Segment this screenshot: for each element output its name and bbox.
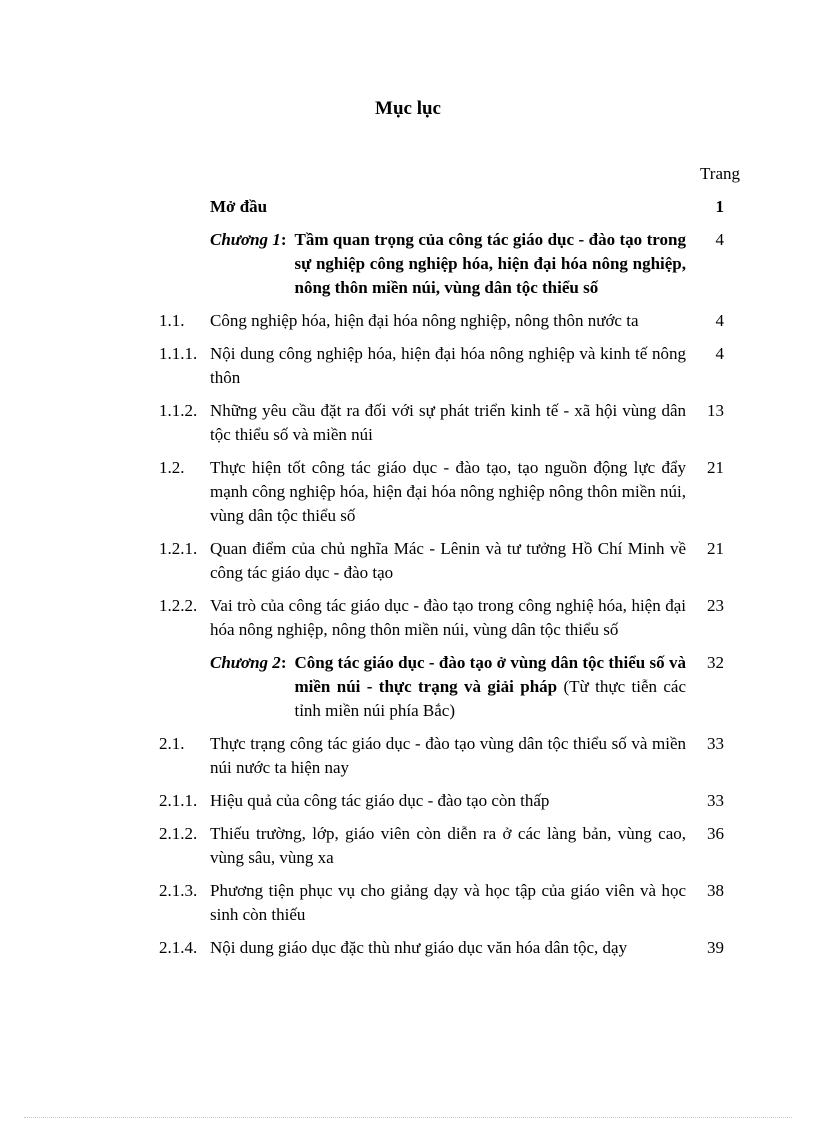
toc-entry-text: Thực hiện tốt công tác giáo dục - đào tạo, tạo nguồn động lực đẩy mạnh công nghiệp hóa, hiện đại hóa nông nghiệp nông thôn miền núi, vùng dân tộc thiểu số xyxy=(210,458,686,525)
toc-entry-page: 38 xyxy=(707,881,724,900)
toc-entry[interactable] xyxy=(0,594,816,642)
toc-entry[interactable] xyxy=(0,936,816,960)
toc-entry-number: 2.1.4. xyxy=(159,938,198,957)
toc-entry-text: Phương tiện phục vụ cho giảng dạy và học tập của giáo viên và học sinh còn thiếu xyxy=(210,881,686,924)
toc-entry-text: Thiếu trường, lớp, giáo viên còn diễn ra ở các làng bản, vùng cao, vùng sâu, vùng xa xyxy=(210,824,686,867)
toc-entry-number: 1.2. xyxy=(159,458,185,477)
toc-entry-page: 1 xyxy=(715,197,724,216)
toc-entry-chapter-1[interactable] xyxy=(0,228,816,300)
toc-entry-page: 23 xyxy=(707,596,724,615)
toc-entry-intro[interactable] xyxy=(0,195,816,219)
toc-entry-page: 4 xyxy=(715,344,724,363)
toc-entry-text: Những yêu cầu đặt ra đối với sự phát triển kinh tế - xã hội vùng dân tộc thiểu số và miền núi xyxy=(210,401,686,444)
toc-entry-number: 2.1.3. xyxy=(159,881,198,900)
toc-entry-text: Tầm quan trọng của công tác giáo dục - đào tạo trong sự nghiệp công nghiệp hóa, hiện đại hóa nông nghiệp, nông thôn miền núi, vùng dân tộc thiểu số xyxy=(294,230,686,297)
toc-entry[interactable] xyxy=(0,537,816,585)
chapter-colon: : xyxy=(280,230,287,249)
toc-entry-page: 33 xyxy=(707,734,724,753)
toc-entry-page: 4 xyxy=(715,311,724,330)
toc-entry-page: 13 xyxy=(707,401,724,420)
toc-entry[interactable] xyxy=(0,309,816,333)
toc-entry-number: 1.2.1. xyxy=(159,539,198,558)
chapter-colon: : xyxy=(280,653,287,672)
toc-entry-text: Quan điểm của chủ nghĩa Mác - Lênin và tư tưởng Hồ Chí Minh về công tác giáo dục - đào tạo xyxy=(210,539,686,582)
footer-divider xyxy=(24,1117,792,1118)
toc-entry-number: 2.1.2. xyxy=(159,824,198,843)
toc-entry-page: 4 xyxy=(715,230,724,249)
toc-entry-text: Mở đầu xyxy=(210,197,268,216)
chapter-label: Chương 2 xyxy=(210,653,281,672)
toc-entry[interactable] xyxy=(0,732,816,780)
toc-entry[interactable] xyxy=(0,879,816,927)
table-of-contents xyxy=(0,195,816,969)
toc-entry-number: 1.1.2. xyxy=(159,401,198,420)
toc-entry[interactable] xyxy=(0,456,816,528)
toc-entry-chapter-2[interactable] xyxy=(0,651,816,723)
toc-entry-text: Công tác giáo dục - đào tạo ở vùng dân tộc thiểu số và miền núi - thực trạng và giải pháp xyxy=(294,653,686,696)
toc-entry-number: 2.1.1. xyxy=(159,791,198,810)
toc-entry-page: 21 xyxy=(707,539,724,558)
toc-entry-text: Hiệu quả của công tác giáo dục - đào tạo còn thấp xyxy=(210,791,550,810)
toc-entry-text: Thực trạng công tác giáo dục - đào tạo vùng dân tộc thiểu số và miền núi nước ta hiện nay xyxy=(210,734,686,777)
page-title: Mục lục xyxy=(375,98,441,119)
toc-entry-page: 36 xyxy=(707,824,724,843)
page-column-label: Trang xyxy=(700,164,740,183)
toc-entry-page: 32 xyxy=(707,653,724,672)
toc-entry-page: 21 xyxy=(707,458,724,477)
toc-entry-text: Công nghiệp hóa, hiện đại hóa nông nghiệp, nông thôn nước ta xyxy=(210,311,639,330)
toc-entry-number: 2.1. xyxy=(159,734,185,753)
chapter-label: Chương 1 xyxy=(210,230,281,249)
toc-entry-number: 1.2.2. xyxy=(159,596,198,615)
toc-entry-number: 1.1.1. xyxy=(159,344,198,363)
toc-entry[interactable] xyxy=(0,399,816,447)
toc-entry-number: 1.1. xyxy=(159,311,185,330)
toc-entry[interactable] xyxy=(0,342,816,390)
toc-entry-page: 39 xyxy=(707,938,724,957)
toc-entry-text: Nội dung công nghiệp hóa, hiện đại hóa nông nghiệp và kinh tế nông thôn xyxy=(210,344,686,387)
toc-entry-page: 33 xyxy=(707,791,724,810)
toc-entry[interactable] xyxy=(0,822,816,870)
toc-entry-text: Nội dung giáo dục đặc thù như giáo dục văn hóa dân tộc, dạy xyxy=(210,938,628,957)
toc-entry-subtext: (Từ thực tiễn các tỉnh miền núi phía Bắc) xyxy=(294,677,686,720)
toc-entry-text: Vai trò của công tác giáo dục - đào tạo trong công nghiệ hóa, hiện đại hóa nông nghiệp, nông thôn miền núi, vùng dân tộc thiểu số xyxy=(210,596,686,639)
toc-entry[interactable] xyxy=(0,789,816,813)
